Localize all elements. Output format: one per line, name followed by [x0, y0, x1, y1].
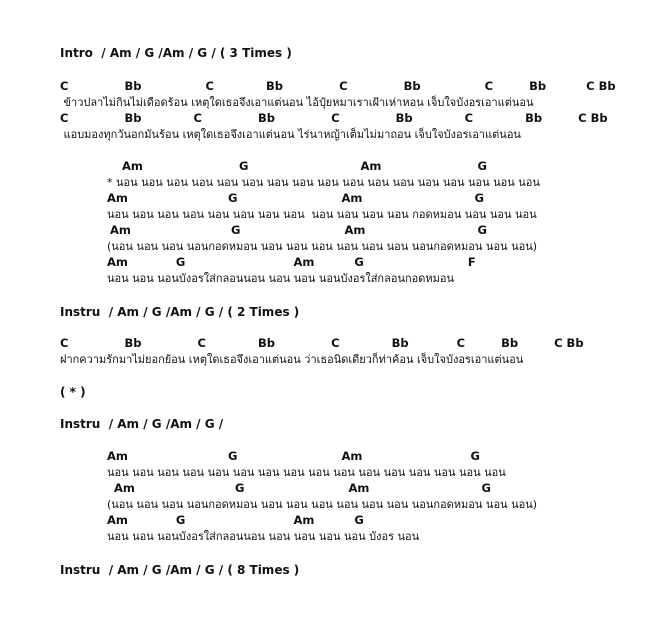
verse1-chords-line1: C Bb C Bb C Bb C Bb C Bb [60, 79, 616, 93]
verse1-lyric-line2: แอบมองทุกวันอกมันร้อน เหตุใดเธอจึงเอาแต่นอน ไร่นาหญ้าเต็มไม่มาถอน เจ็บใจบังอรเอาแต่นอน [60, 128, 521, 141]
chorus1-lyric-4: นอน นอน นอนบังอรใส่กลอนนอน นอน นอน นอนบังอรใส่กลอนกอดหมอน [107, 272, 454, 285]
verse1-lyric-line1: ข้าวปลาไม่กินไม่เดือดร้อน เหตุใดเธอจึงเอาแต่นอน ไอ้ปุ๋ยหมาเราเฝ้าเห่าหอน เจ็บใจบังอรเอาแต่นอน [60, 96, 534, 109]
chorus1-chords-2: Am G Am G [107, 191, 484, 205]
chorus2-chords-3: Am G Am G [107, 513, 364, 527]
verse2-chords: C Bb C Bb C Bb C Bb C Bb [60, 336, 584, 350]
instru-line-3: Instru / Am / G /Am / G / ( 8 Times ) [60, 563, 300, 577]
chorus1-lyric-3: (นอน นอน นอน นอนกอดหมอน นอน นอน นอน นอน นอน นอน นอนกอดหมอน นอน นอน) [107, 240, 538, 253]
chorus-repeat-marker: ( * ) [60, 385, 86, 399]
chorus1-lyric-1: * นอน นอน นอน นอน นอน นอน นอน นอน นอน นอน นอน นอน นอน นอน นอน นอน นอน [107, 176, 540, 189]
verse2-lyric: ฝากความรักมาไม่ยอกย้อน เหตุใดเธอจึงเอาแต่นอน ว่าเธอนิดเดียวก็ท่าค้อน เจ็บใจบังอรเอาแต่นอน [60, 353, 524, 366]
instru-line-1: Instru / Am / G /Am / G / ( 2 Times ) [60, 305, 300, 319]
chorus1-chords-1: Am G Am G [122, 159, 487, 173]
instru-line-2: Instru / Am / G /Am / G / [60, 417, 224, 431]
chorus2-lyric-2: (นอน นอน นอน นอนกอดหมอน นอน นอน นอน นอน นอน นอน นอนกอดหมอน นอน นอน) [107, 498, 538, 511]
chorus2-chords-1: Am G Am G [107, 449, 480, 463]
chorus1-chords-3: Am G Am G [110, 223, 487, 237]
chorus2-lyric-1: นอน นอน นอน นอน นอน นอน นอน นอน นอน นอน นอน นอน นอน นอน นอน นอน [107, 466, 506, 479]
verse1-chords-line2: C Bb C Bb C Bb C Bb C Bb [60, 111, 608, 125]
chorus2-lyric-3: นอน นอน นอนบังอรใส่กลอนนอน นอน นอน นอน นอน บังอร นอน [107, 530, 420, 543]
chorus1-lyric-2: นอน นอน นอน นอน นอน นอน นอน นอน นอน นอน นอน นอน กอดหมอน นอน นอน นอน [107, 208, 537, 221]
chorus2-chords-2: Am G Am G [110, 481, 491, 495]
chorus1-chords-4: Am G Am G F [107, 255, 476, 269]
intro-line: Intro / Am / G /Am / G / ( 3 Times ) [60, 46, 292, 60]
